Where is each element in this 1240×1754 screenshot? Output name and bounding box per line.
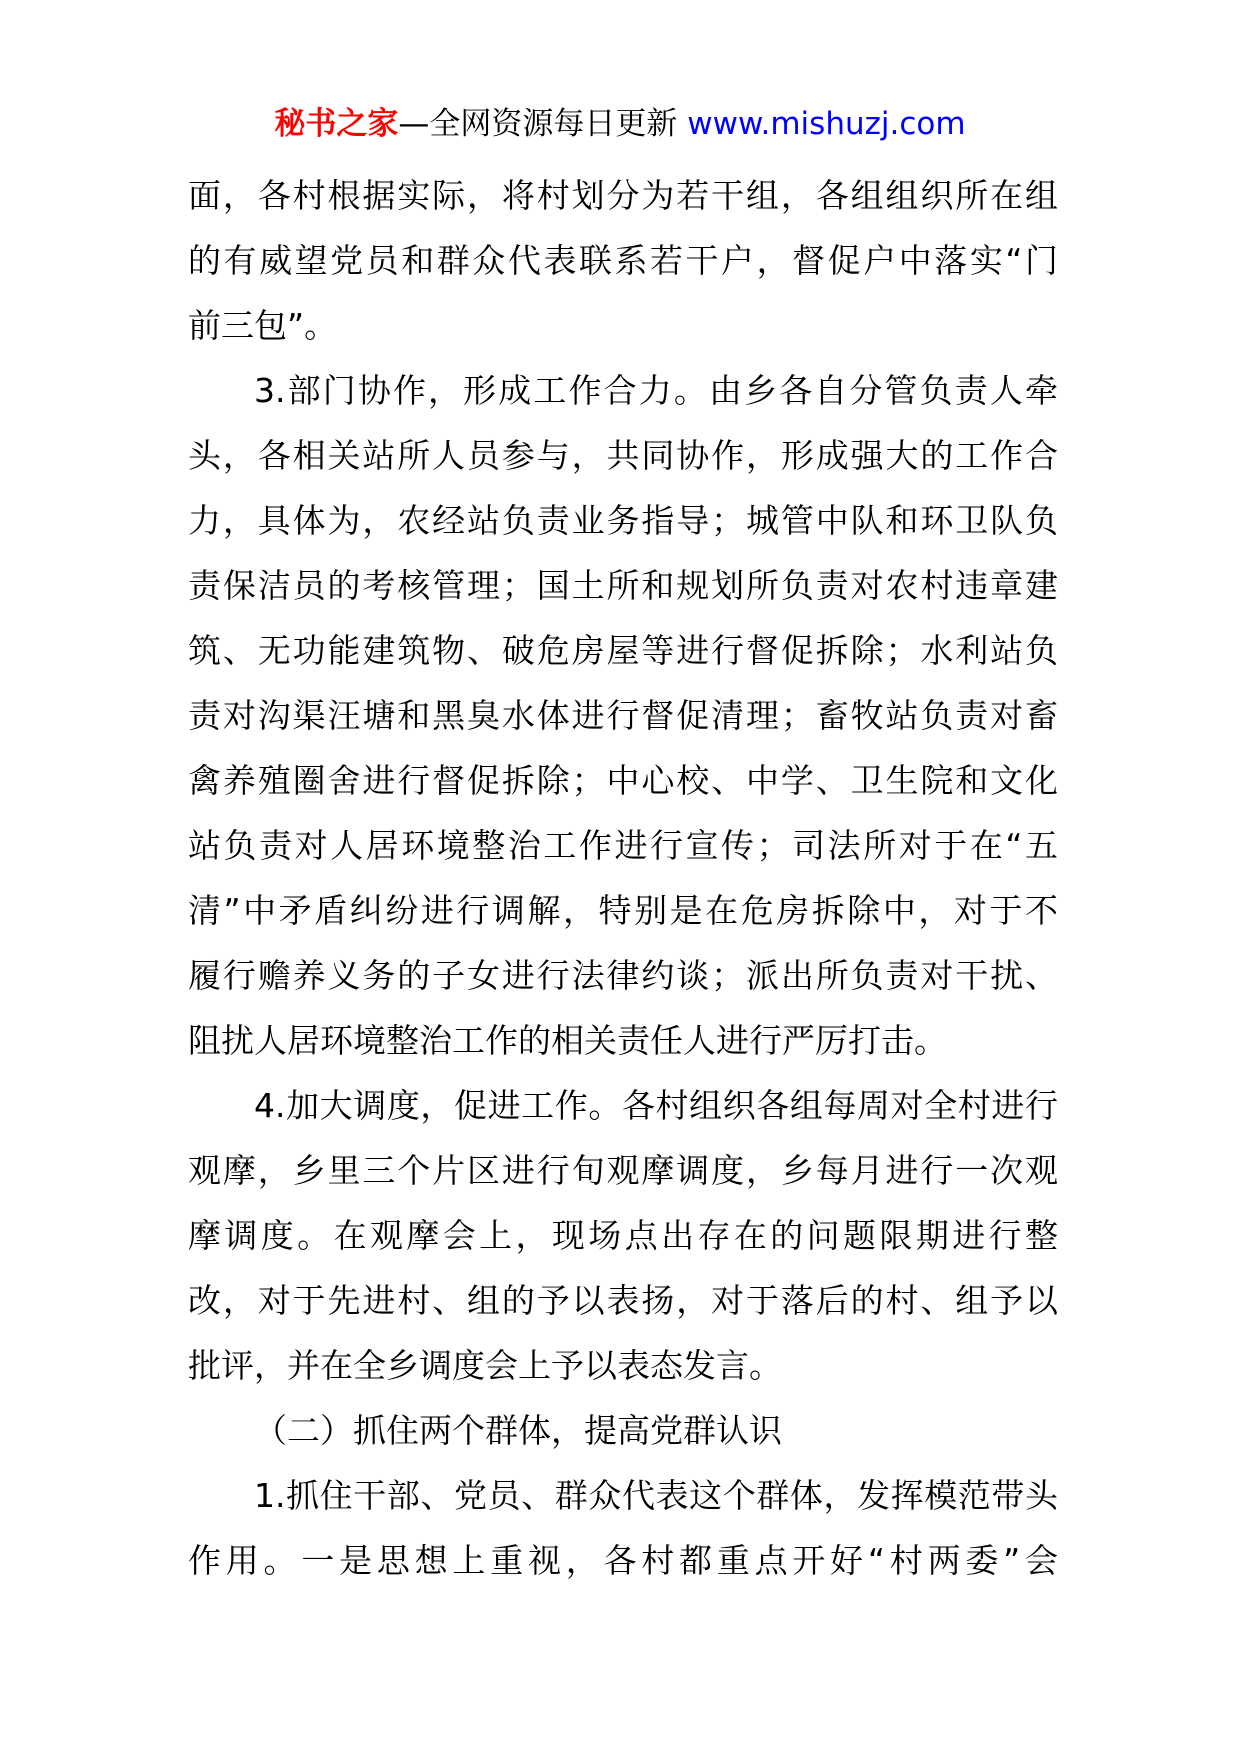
text-line: 摩调度。在观摩会上，现场点出存在的问题限期进行整: [188, 1216, 1058, 1255]
text-line: 阻扰人居环境整治工作的相关责任人进行严厉打击。: [188, 1021, 947, 1060]
site-slogan: —全网资源每日更新: [398, 106, 678, 142]
text-line: 责保洁员的考核管理；国土所和规划所负责对农村违章建: [188, 566, 1058, 605]
text-line: 力，具体为，农经站负责业务指导；城管中队和环卫队负: [188, 501, 1058, 540]
document-body: [188, 163, 1058, 1593]
site-url-link[interactable]: www.mishuzj.com: [687, 106, 966, 142]
site-header: [0, 98, 1240, 150]
text-line: 禽养殖圈舍进行督促拆除；中心校、中学、卫生院和文化: [188, 761, 1058, 800]
text-line: 头，各相关站所人员参与，共同协作，形成强大的工作合: [188, 436, 1058, 475]
text-line: 清”中矛盾纠纷进行调解，特别是在危房拆除中，对于不: [188, 891, 1058, 930]
text-line: 批评，并在全乡调度会上予以表态发言。: [188, 1346, 782, 1385]
text-line: 改，对于先进村、组的予以表扬，对于落后的村、组予以: [188, 1281, 1058, 1320]
text-line: 作用。一是思想上重视，各村都重点开好“村两委”会: [188, 1541, 1058, 1580]
text-line: 3.部门协作，形成工作合力。由乡各自分管负责人牵: [254, 371, 1058, 410]
text-line: 站负责对人居环境整治工作进行宣传；司法所对于在“五: [188, 826, 1058, 865]
text-line: 面，各村根据实际，将村划分为若干组，各组组织所在组: [188, 176, 1058, 215]
text-line: 履行赡养义务的子女进行法律约谈；派出所负责对干扰、: [188, 956, 1058, 995]
text-line: 责对沟渠汪塘和黑臭水体进行督促清理；畜牧站负责对畜: [188, 696, 1058, 735]
text-line: 筑、无功能建筑物、破危房屋等进行督促拆除；水利站负: [188, 631, 1058, 670]
text-line: 观摩，乡里三个片区进行旬观摩调度，乡每月进行一次观: [188, 1151, 1058, 1190]
text-line: 4.加大调度，促进工作。各村组织各组每周对全村进行: [254, 1086, 1058, 1125]
text-line: 1.抓住干部、党员、群众代表这个群体，发挥模范带头: [254, 1476, 1058, 1515]
text-line: 的有威望党员和群众代表联系若干户，督促户中落实“门: [188, 241, 1058, 280]
text-line: 前三包”。: [188, 306, 338, 345]
site-brand: 秘书之家: [274, 106, 399, 142]
text-line: （二）抓住两个群体，提高党群认识: [254, 1411, 782, 1450]
